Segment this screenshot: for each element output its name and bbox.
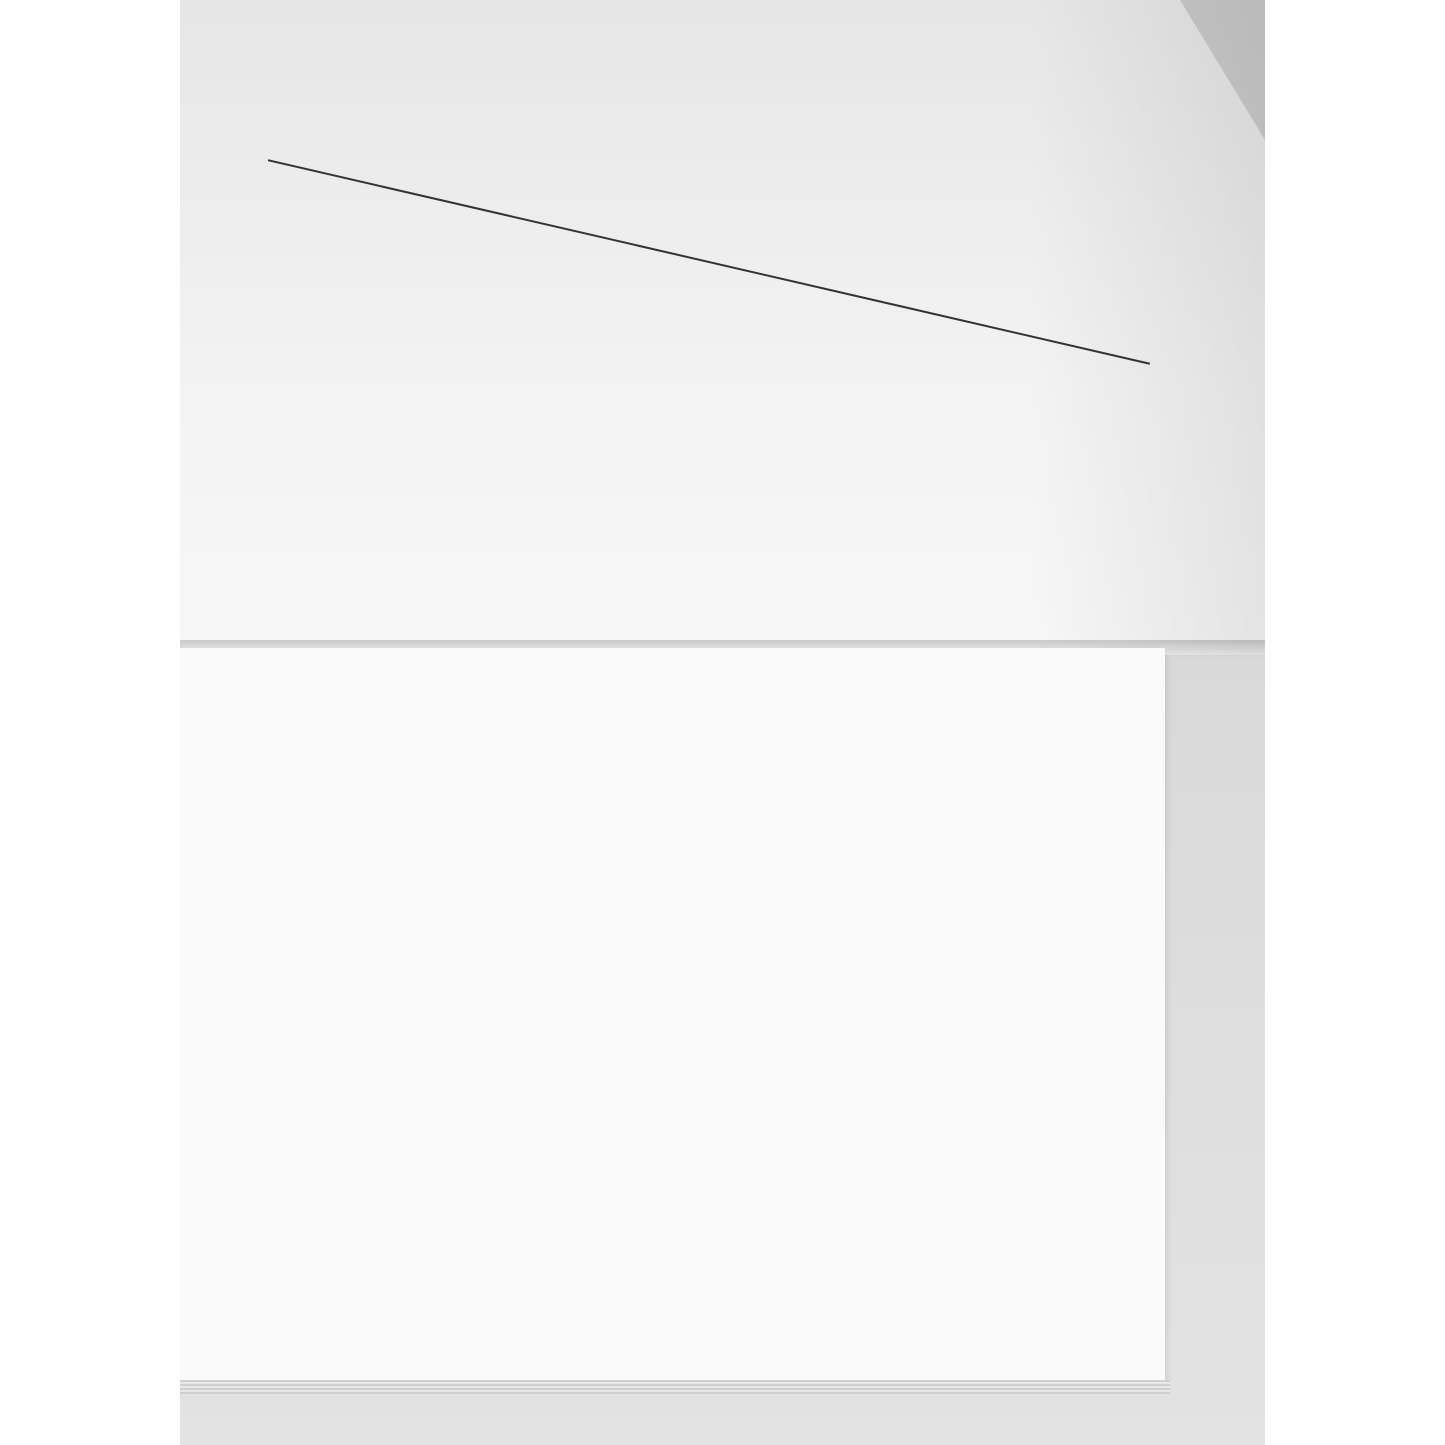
page-edges xyxy=(180,1380,1170,1394)
bottom-nutrition-table xyxy=(235,569,1113,1251)
book-photo xyxy=(180,0,1265,1445)
